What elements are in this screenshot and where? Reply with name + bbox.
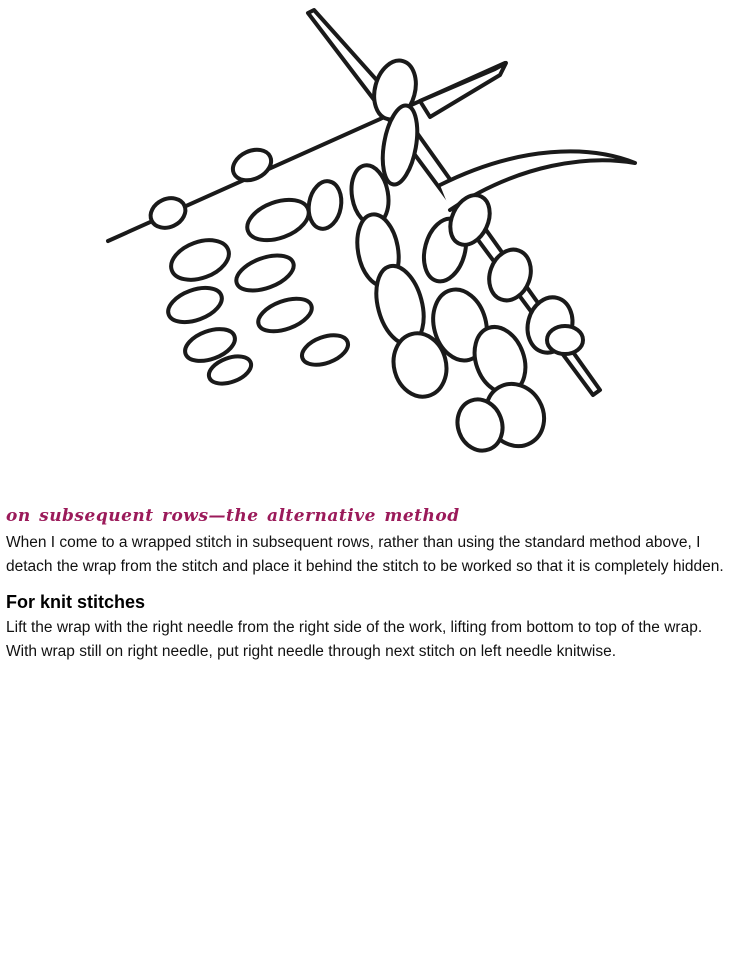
stitch [232, 249, 299, 298]
stitch [146, 193, 190, 234]
knitting-needles-icon [100, 5, 660, 475]
section-body: When I come to a wrapped stitch in subsequent rows, rather than using the standard method above, I detach the wrap from the stitch and place it behind the stitch to be worked so that it is completely hidden. [6, 534, 724, 575]
stitch [228, 144, 276, 186]
stitch [254, 292, 316, 337]
stitch [547, 326, 583, 354]
knitting-illustration [100, 5, 660, 475]
stitch [305, 179, 345, 232]
section-title: on subsequent rows—the alternative method [6, 506, 460, 526]
left-needle-tip [420, 63, 506, 117]
knit-stitches-body: Lift the wrap with the right needle from the right side of the work, lifting from bottom to top of the wrap. With wrap still on right needle, put right needle through next stitch on left needle knitwise. [6, 619, 703, 660]
stitch [242, 192, 314, 248]
stitch [298, 330, 352, 371]
article-content [6, 506, 736, 664]
stitch [164, 281, 227, 328]
stitch [166, 233, 235, 287]
knit-stitches-heading: For knit stitches [6, 592, 146, 612]
